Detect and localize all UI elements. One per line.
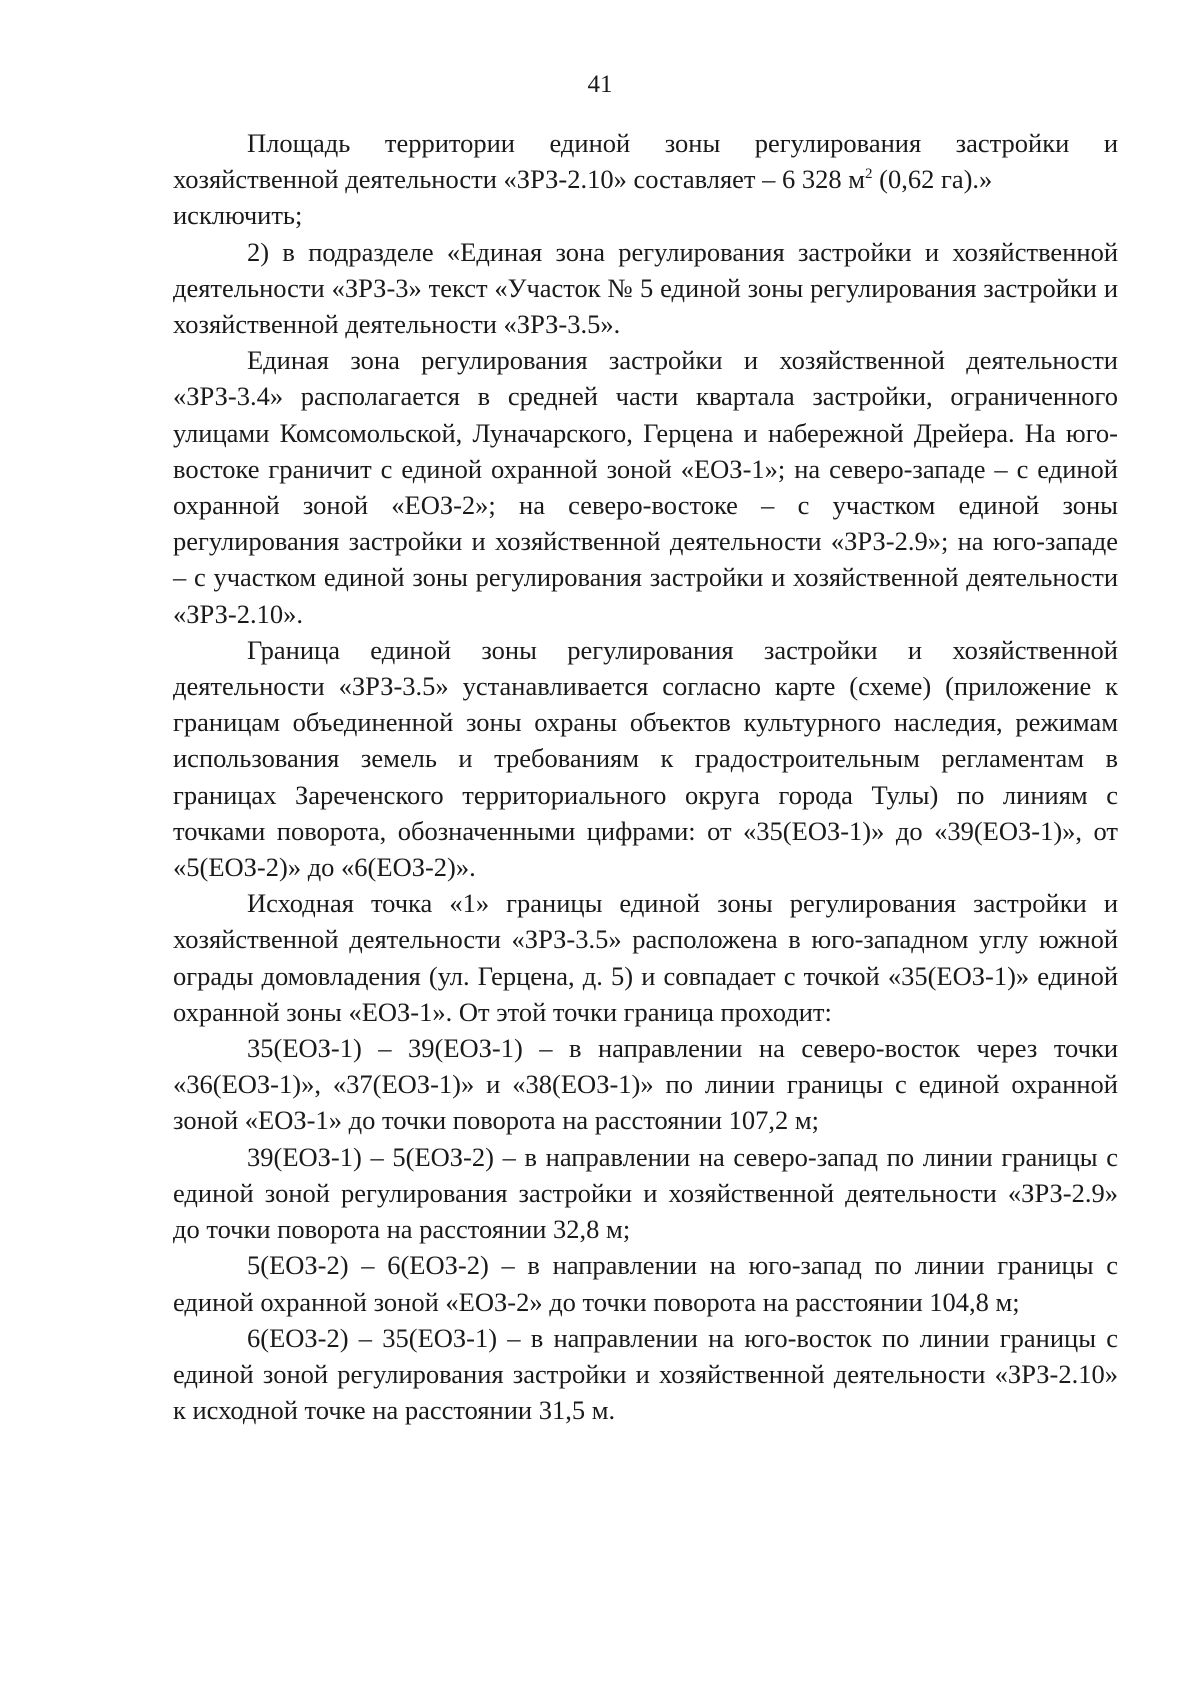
- paragraph-segment-4: 6(ЕОЗ-2) – 35(ЕОЗ-1) – в направлении на юго-восток по линии границы с единой зоной регулирования застройки и хозяйственной деятельности «ЗРЗ-2.10» к исходной точке на расстоянии 31,5 м.: [173, 1322, 1118, 1426]
- superscript-2: 2: [865, 166, 873, 183]
- paragraph-zone-location: Единая зона регулирования застройки и хозяйственной деятельности «ЗРЗ-3.4» располагается в средней части квартала застройки, ограниченного улицами Комсомольской, Луначарского, Герцена и набережной Дрейера. На юго-востоке граничит с единой охранной зоной «ЕОЗ-1»; на северо-западе – с единой охранной зоной «ЕОЗ-2»; на северо-востоке – с участком единой зоны регулирования застройки и хозяйственной деятельности «ЗРЗ-2.9»; на юго-западе – с участком единой зоны регулирования застройки и хозяйственной деятельности «ЗРЗ-2.10».: [173, 345, 1118, 629]
- page-number: 41: [587, 71, 613, 98]
- paragraph-exclude: исключить;: [173, 200, 303, 231]
- paragraph-text-tail: (0,62 га).»: [872, 164, 993, 195]
- paragraph-segment-3: 5(ЕОЗ-2) – 6(ЕОЗ-2) – в направлении на юго-запад по линии границы с единой охранной зоной «ЕОЗ-2» до точки поворота на расстоянии 104,8 м;: [173, 1250, 1118, 1317]
- paragraph-area-statement: [173, 125, 1118, 197]
- paragraph-segment-2: 39(ЕОЗ-1) – 5(ЕОЗ-2) – в направлении на северо-запад по линии границы с единой зоной регулирования застройки и хозяйственной деятельности «ЗРЗ-2.9» до точки поворота на расстоянии 32,8 м;: [173, 1141, 1118, 1245]
- paragraph-segment-1: 35(ЕОЗ-1) – 39(ЕОЗ-1) – в направлении на северо-восток через точки «36(ЕОЗ-1)», «37(ЕОЗ-1)» и «38(ЕОЗ-1)» по линии границы с единой охранной зоной «ЕОЗ-1» до точки поворота на расстоянии 107,2 м;: [173, 1033, 1118, 1136]
- document-body: [173, 125, 1118, 1428]
- paragraph-subsection-2: 2) в подразделе «Единая зона регулирования застройки и хозяйственной деятельности «ЗРЗ-3» текст «Участок № 5 единой зоны регулирования застройки и хозяйственной деятельности «ЗРЗ-3.5».: [173, 236, 1118, 340]
- paragraph-text: Площадь территории единой зоны регулирования застройки и хозяйственной деятельности «ЗРЗ-2.10» составляет – 6 328 м: [173, 128, 1118, 195]
- paragraph-start-point: Исходная точка «1» границы единой зоны регулирования застройки и хозяйственной деятельности «ЗРЗ-3.5» расположена в юго-западном углу южной ограды домовладения (ул. Герцена, д. 5) и совпадает с точкой «35(ЕОЗ-1)» единой охранной зоны «ЕОЗ-1». От этой точки граница проходит:: [173, 888, 1118, 1027]
- paragraph-zone-boundary: Граница единой зоны регулирования застройки и хозяйственной деятельности «ЗРЗ-3.5» устанавливается согласно карте (схеме) (приложение к границам объединенной зоны охраны объектов культурного наследия, режимам использования земель и требованиям к градостроительным регламентам в границах Зареченского территориального округа города Тулы) по линиям с точками поворота, обозначенными цифрами: от «35(ЕОЗ-1)» до «39(ЕОЗ-1)», от «5(ЕОЗ-2)» до «6(ЕОЗ-2)».: [173, 634, 1118, 883]
